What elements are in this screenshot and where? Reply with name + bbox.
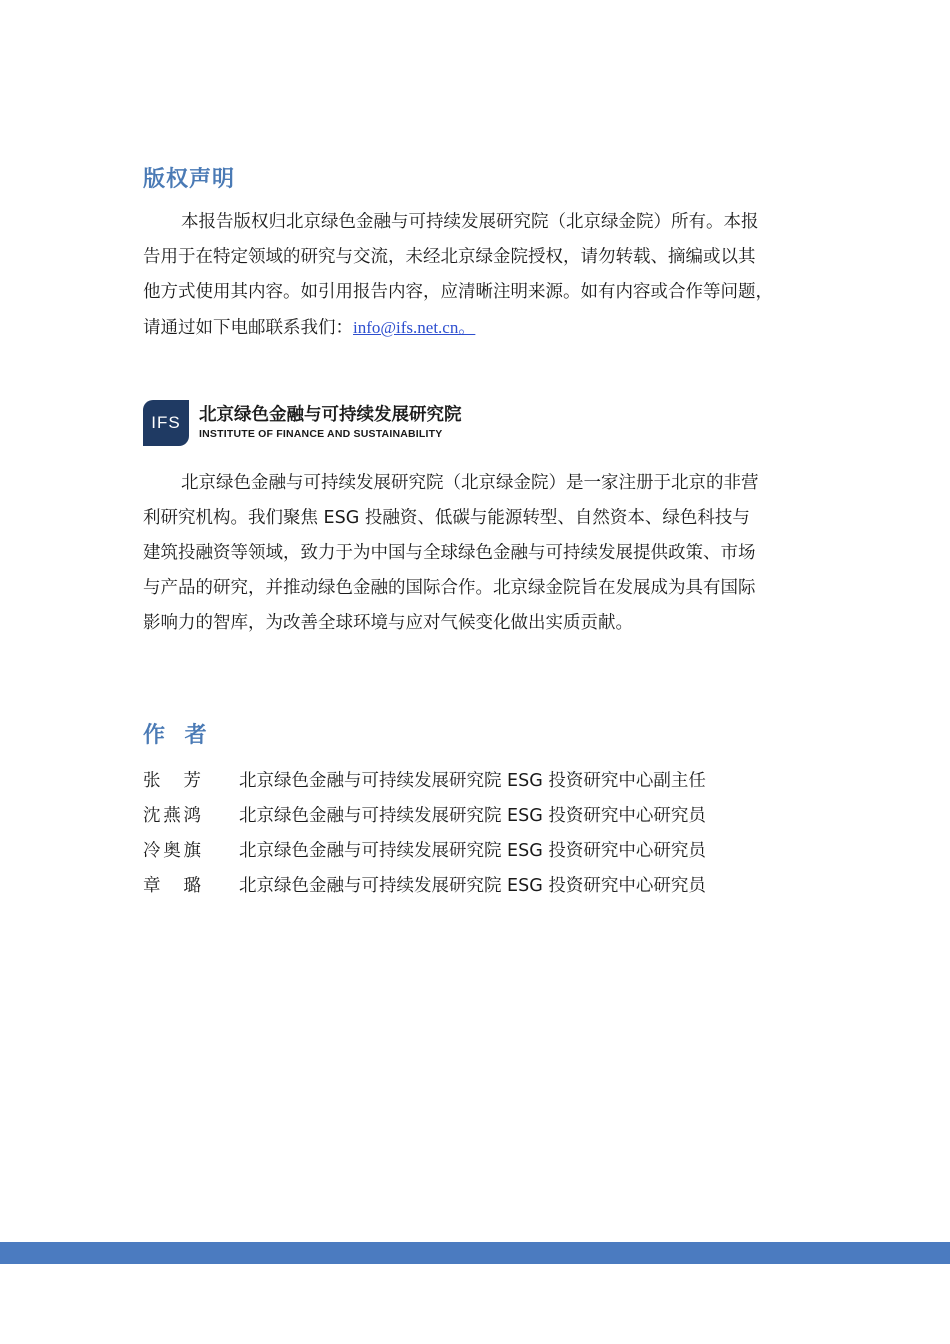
footer-bar (0, 1242, 950, 1264)
author-name: 张 芳 (143, 771, 201, 791)
ifs-logo-mark: IFS (143, 400, 189, 446)
email-link[interactable]: info@ifs.net.cn。 (353, 318, 476, 337)
about-line: 与产品的研究，并推动绿色金融的国际合作。北京绿金院旨在发展成为具有国际 (143, 578, 756, 598)
copyright-heading: 版权声明 (143, 167, 236, 192)
author-name: 冷奥旗 (143, 841, 201, 861)
author-list (143, 762, 783, 902)
author-name: 章 璐 (143, 876, 201, 896)
author-row (143, 832, 783, 867)
about-paragraph (143, 466, 809, 641)
copyright-line: 本报告版权归北京绿色金融与可持续发展研究院（北京绿金院）所有。本报 (181, 212, 759, 232)
author-title: 北京绿色金融与可持续发展研究院 ESG 投资研究中心研究员 (239, 841, 706, 861)
author-title: 北京绿色金融与可持续发展研究院 ESG 投资研究中心研究员 (239, 876, 706, 896)
about-line: 影响力的智库，为改善全球环境与应对气候变化做出实质贡献。 (143, 613, 633, 633)
logo-name-cn: 北京绿色金融与可持续发展研究院 (199, 405, 462, 425)
copyright-contact-line (143, 310, 809, 346)
author-title: 北京绿色金融与可持续发展研究院 ESG 投资研究中心研究员 (239, 806, 706, 826)
author-row (143, 797, 783, 832)
about-line: 利研究机构。我们聚焦 ESG 投融资、低碳与能源转型、自然资本、绿色科技与 (143, 508, 750, 528)
author-row (143, 867, 783, 902)
copyright-line: 告用于在特定领域的研究与交流，未经北京绿金院授权，请勿转载、摘编或以其 (143, 247, 756, 267)
about-line: 北京绿色金融与可持续发展研究院（北京绿金院）是一家注册于北京的非营 (181, 473, 759, 493)
copyright-paragraph (143, 205, 809, 346)
copyright-line: 他方式使用其内容。如引用报告内容，应清晰注明来源。如有内容或合作等问题， (143, 282, 773, 302)
author-title: 北京绿色金融与可持续发展研究院 ESG 投资研究中心副主任 (239, 771, 706, 791)
author-row (143, 762, 783, 797)
author-name: 沈燕鸿 (143, 806, 201, 826)
ifs-logo (143, 400, 462, 446)
about-line: 建筑投融资等领域，致力于为中国与全球绿色金融与可持续发展提供政策、市场 (143, 543, 756, 563)
logo-text (199, 404, 462, 442)
logo-name-en: INSTITUTE OF FINANCE AND SUSTAINABILITY (199, 428, 443, 440)
authors-heading: 作 者 (143, 723, 213, 748)
contact-prefix: 请通过如下电邮联系我们： (143, 318, 353, 338)
